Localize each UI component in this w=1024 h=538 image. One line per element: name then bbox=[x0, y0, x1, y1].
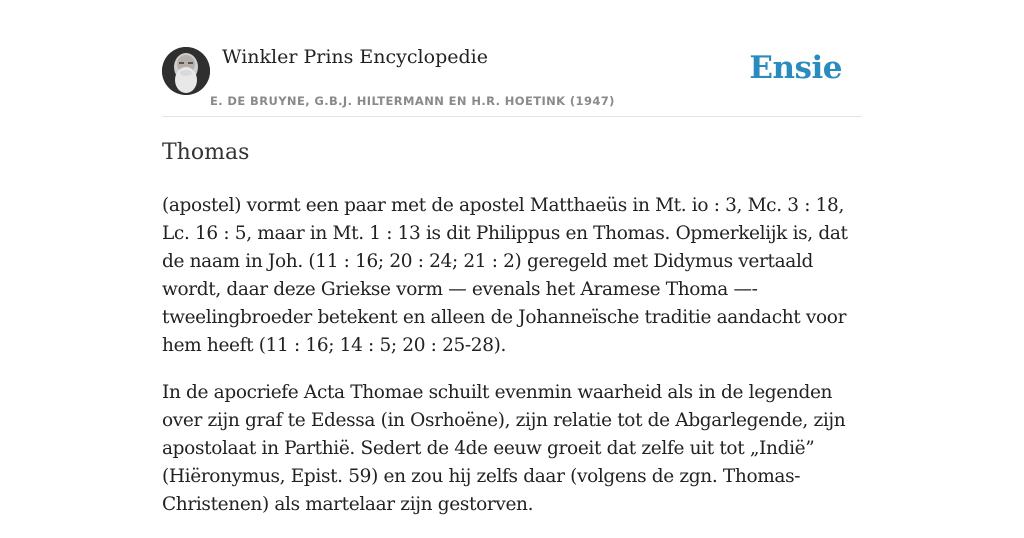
source-authors: E. DE BRUYNE, G.B.J. HILTERMANN EN H.R. HOETINK (1947) bbox=[210, 94, 615, 108]
article-paragraph: (apostel) vormt een paar met de apostel Matthaeüs in Mt. io : 3, Mc. 3 : 18, Lc. 16 : 5, maar in Mt. 1 : 13 is dit Philippus en Thomas. Opmerkelijk is, dat de naam in Joh. (11 : 16; 20 : 24; 21 : 2) geregeld met Didymus vertaald wordt, daar deze Griekse vorm — evenals het Aramese Thoma —- tweelingbroeder betekent en alleen de Johanneïsche traditie aandacht voor hem heeft (11 : 16; 14 : 5; 20 : 25-28). bbox=[162, 195, 848, 356]
source-header bbox=[162, 0, 862, 117]
article-body bbox=[162, 192, 862, 538]
article-paragraph: In de apocriefe Acta Thomae schuilt evenmin waarheid als in de legenden over zijn graf te Edessa (in Osrhoëne), zijn relatie tot de Abgarlegende, zijn apostolaat in Parthië. Sedert de 4de eeuw groeit dat zelfe uit tot „Indië” (Hiëronymus, Epist. 59) en zou hij zelfs daar (volgens de zgn. Thomas-Christenen) als martelaar zijn gestorven. bbox=[162, 382, 846, 515]
page bbox=[162, 0, 862, 515]
source-title[interactable]: Winkler Prins Encyclopedie bbox=[222, 46, 488, 68]
article-title: Thomas bbox=[162, 140, 250, 165]
author-portrait-icon[interactable] bbox=[162, 47, 210, 95]
ensie-logo-link[interactable]: Ensie bbox=[749, 50, 842, 86]
